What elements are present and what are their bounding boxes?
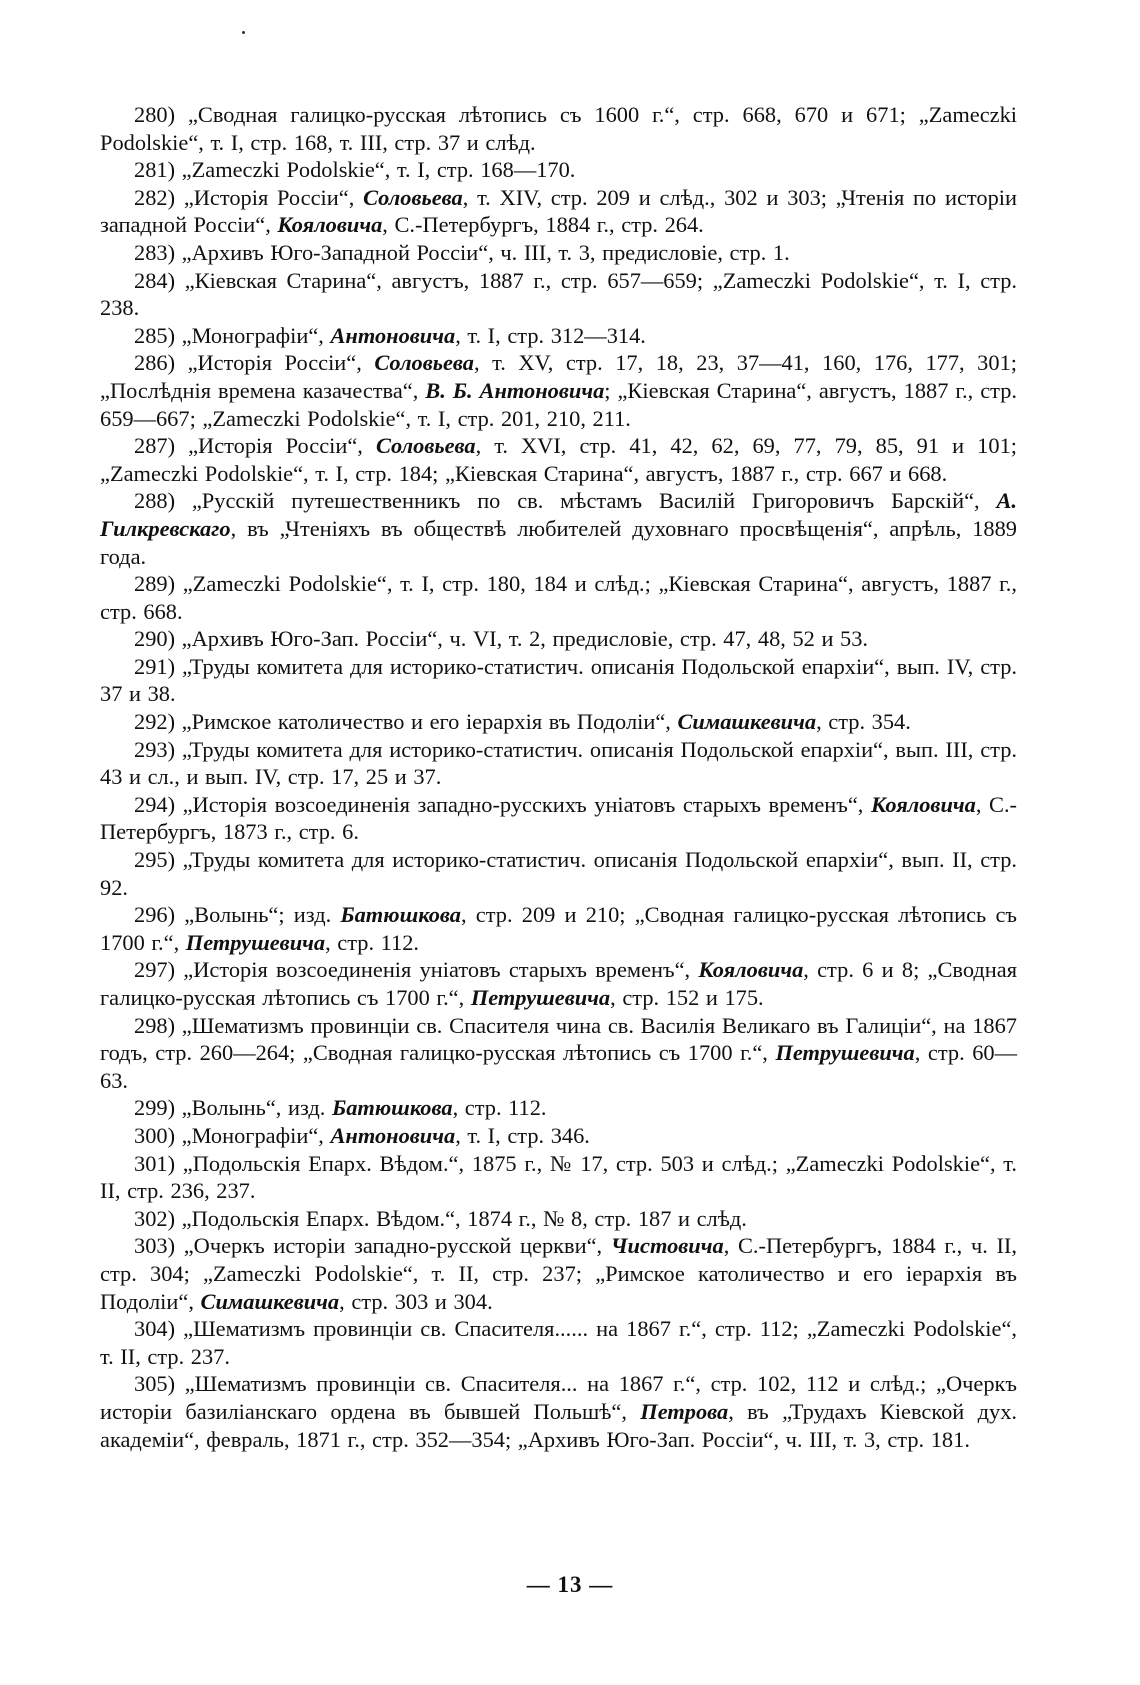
footnote-entry [100,1315,1017,1370]
citation-text: „Монографіи“, [175,322,331,348]
footnote-number: 302) [134,1205,176,1231]
footnote-number: 288) [134,488,176,514]
footnote-number: 304) [134,1316,176,1342]
citation-text: „Шематизмъ провинціи св. Спасителя...... на 1867 г.“, стр. 112; „Zameczki Podolskie“, т. II, стр. 237. [100,1316,1017,1369]
footnote-number: 283) [134,239,176,265]
footnote-number: 285) [134,322,176,348]
footnote-number: 293) [134,736,176,762]
citation-text: , С.-Петербургъ, 1884 г., ч. II, стр. 304; „Zameczki Podolskie“, т. II, стр. 237; „Римское католичество и его іерархія въ Подоліи“, [100,1233,1017,1314]
footnote-number: 282) [134,184,176,210]
citation-text: , въ „Чтеніяхъ въ обществѣ любителей духовнаго просвѣщенія“, апрѣль, 1889 года. [100,515,1017,569]
author-name: Антоновича [330,322,456,348]
author-name: В. Б. Антоновича [425,377,605,403]
footnote-entry [100,1370,1017,1453]
author-name: Петрушевича [470,985,611,1010]
citation-text: , стр. 152 и 175. [610,985,764,1010]
citation-text: „Очеркъ исторіи западно-русской церкви“, [175,1233,611,1259]
citation-text: „Архивъ Юго-Зап. Россіи“, ч. VI, т. 2, предисловіе, стр. 47, 48, 52 и 53. [175,626,869,652]
footnote-number: 280) [134,102,176,127]
citation-text: „Исторія Россіи“, [175,184,364,210]
footnote-entry [100,1012,1017,1095]
citation-text: „Исторія возсоединенія уніатовъ старыхъ временъ“, [175,957,699,983]
footnote-number: 290) [134,626,176,652]
footnote-number: 287) [134,433,176,459]
citation-text: „Шематизмъ провинціи св. Спасителя чина св. Василія Великаго въ Галиціи“, на 1867 годъ, стр. 260—264; „Сводная галицко-русская лѣтопись съ 1700 г.“, [100,1012,1017,1066]
footnote-entry [100,1122,1017,1150]
author-name: Кояловича [277,212,383,238]
citation-text: „Труды комитета для историко-статистич. описанія Подольской епархіи“, вып. III, стр. 43 и сл., и вып. IV, стр. 17, 25 и 37. [100,736,1017,790]
author-name: Кояловича [870,791,976,817]
author-name: Кояловича [698,957,804,983]
author-name: Чистовича [610,1233,724,1259]
footnote-number: 284) [134,267,176,293]
footnote-number: 286) [134,350,176,376]
footnote-entry [100,184,1017,239]
footnote-number: 295) [134,847,176,873]
footnote-number: 292) [134,709,176,735]
citation-text: , въ „Трудахъ Кіевской дух. академіи“, февраль, 1871 г., стр. 352—354; „Архивъ Юго-Зап. Россіи“, ч. III, т. 3, стр. 181. [100,1398,1017,1452]
author-name: Батюшкова [340,902,461,928]
footnote-entry [100,708,1017,736]
citation-text: „Архивъ Юго-Западной Россіи“, ч. III, т. 3, предисловіе, стр. 1. [175,239,790,265]
author-name: Петрушевича [775,1040,915,1066]
citation-text: „Волынь“; изд. [175,902,341,928]
citation-text: „Подольскія Епарх. Вѣдом.“, 1875 г., № 17, стр. 503 и слѣд.; „Zameczki Podolskie“, т. II, стр. 236, 237. [100,1150,1017,1204]
speck-mark [242,31,245,34]
citation-text: „Исторія Россіи“, [175,433,376,459]
citation-text: „Исторія Россіи“, [175,350,375,376]
author-name: Батюшкова [331,1095,453,1121]
citation-text: „Труды комитета для историко-статистич. описанія Подольской епархіи“, вып. II, стр. 92. [100,847,1017,900]
citation-text: „Римское католичество и его іерархія въ Подоліи“, [175,709,678,735]
citation-text: , стр. 354. [816,709,911,735]
citation-text: „Исторія возсоединенія западно-русскихъ уніатовъ старыхъ временъ“, [175,791,871,817]
footnote-entry [100,239,1017,267]
author-name: Петрушевича [185,929,326,955]
citation-text: , т. I, стр. 312—314. [455,322,646,348]
footnote-number: 301) [134,1150,176,1176]
footnote-number: 303) [134,1233,176,1259]
citation-text: , стр. 112. [452,1095,547,1121]
citation-text: „Кіевская Старина“, августъ, 1887 г., стр. 657—659; „Zameczki Podolskie“, т. I, стр. 238. [100,267,1017,321]
citation-text: „Монографіи“, [175,1122,331,1148]
citation-text: , т. I, стр. 346. [455,1122,590,1148]
footnote-entry [100,487,1017,570]
footnote-number: 297) [134,957,176,983]
footnote-entry [100,101,1017,156]
footnote-number: 300) [134,1122,176,1148]
citation-text: „Русскій путешественникъ по св. мѣстамъ Василій Григоровичъ Барскій“, [175,488,997,514]
author-name: Соловьева [363,184,463,210]
footnote-entry [100,1150,1017,1205]
footnote-entry [100,901,1017,956]
citation-text: „Труды комитета для историко-статистич. описанія Подольской епархіи“, вып. IV, стр. 37 и 38. [100,653,1017,707]
citation-text: , т. XIV, стр. 209 и слѣд., 302 и 303; „Чтенія по исторіи западной Россіи“, [100,184,1017,238]
author-name: Соловьева [374,350,474,376]
citation-text: , т. XVI, стр. 41, 42, 62, 69, 77, 79, 85, 91 и 101; „Zameczki Podolskie“, т. I, стр. 184; „Кіевская Старина“, августъ, 1887 г., стр. 667 и 668. [100,433,1017,486]
citation-text: „Zameczki Podolskie“, т. I, стр. 168—170. [175,157,576,183]
author-name: Симашкевича [677,709,817,735]
footnote-entry [100,625,1017,653]
footnote-entry [100,846,1017,901]
citation-text: ; „Кіевская Старина“, августъ, 1887 г., стр. 659—667; „Zameczki Podolskie“, т. I, стр. 201, 210, 211. [100,377,1017,431]
footnote-entry [100,956,1017,1011]
citation-text: „Подольскія Епарх. Вѣдом.“, 1874 г., № 8, стр. 187 и слѣд. [175,1205,747,1231]
footnote-entry [100,1232,1017,1315]
footnote-entry [100,570,1017,625]
footnote-number: 296) [134,902,176,928]
footnote-number: 305) [134,1371,176,1397]
author-name: Симашкевича [200,1288,340,1314]
footnote-entry [100,653,1017,708]
footnote-entry [100,736,1017,791]
footnote-number: 298) [134,1012,176,1038]
author-name: Антоновича [330,1122,456,1148]
citation-text: , стр. 209 и 210; „Сводная галицко-русская лѣтопись съ 1700 г.“, [100,902,1017,955]
citation-text: , стр. 6 и 8; „Сводная галицко-русская лѣтопись съ 1700 г.“, [100,957,1017,1010]
footnote-number: 281) [134,157,176,183]
citation-text: , стр. 112. [325,929,420,955]
footnote-entry [100,432,1017,487]
footnote-list [100,101,1017,1453]
citation-text: , С.-Петербургъ, 1884 г., стр. 264. [382,212,704,238]
author-name: Петрова [640,1398,729,1424]
footnote-entry [100,322,1017,350]
citation-text: „Волынь“, изд. [175,1095,332,1121]
footnote-entry [100,1205,1017,1233]
citation-text: , стр. 60—63. [100,1040,1017,1093]
citation-text: , стр. 303 и 304. [339,1288,493,1314]
footnote-number: 289) [134,571,176,597]
citation-text: „Zameczki Podolskie“, т. I, стр. 180, 184 и слѣд.; „Кіевская Старина“, августъ, 1887 г., стр. 668. [100,571,1017,624]
footnote-entry [100,267,1017,322]
footnote-entry [100,156,1017,184]
footnote-number: 299) [134,1095,176,1121]
citation-text: , С.-Петербургъ, 1873 г., стр. 6. [100,791,1017,845]
footnote-entry [100,349,1017,432]
citation-text: , т. XV, стр. 17, 18, 23, 37—41, 160, 176, 177, 301; „Послѣднія времена казачества“, [100,350,1017,403]
author-name: Соловьева [375,433,476,459]
citation-text: „Сводная галицко-русская лѣтопись съ 1600 г.“, стр. 668, 670 и 671; „Zameczki Podolskie“, т. I, стр. 168, т. III, стр. 37 и слѣд. [100,102,1017,155]
footnote-number: 291) [134,653,176,679]
page-number: — 13 — [526,1572,614,1597]
footnote-number: 294) [134,791,176,817]
footnote-entry [100,1094,1017,1122]
footnote-entry [100,791,1017,846]
citation-text: „Шематизмъ провинціи св. Спасителя... на 1867 г.“, стр. 102, 112 и слѣд.; „Очеркъ исторіи базиліанскаго ордена въ бывшей Польшѣ“, [100,1371,1017,1424]
author-name: А. Гилкревскаго [100,488,1017,541]
